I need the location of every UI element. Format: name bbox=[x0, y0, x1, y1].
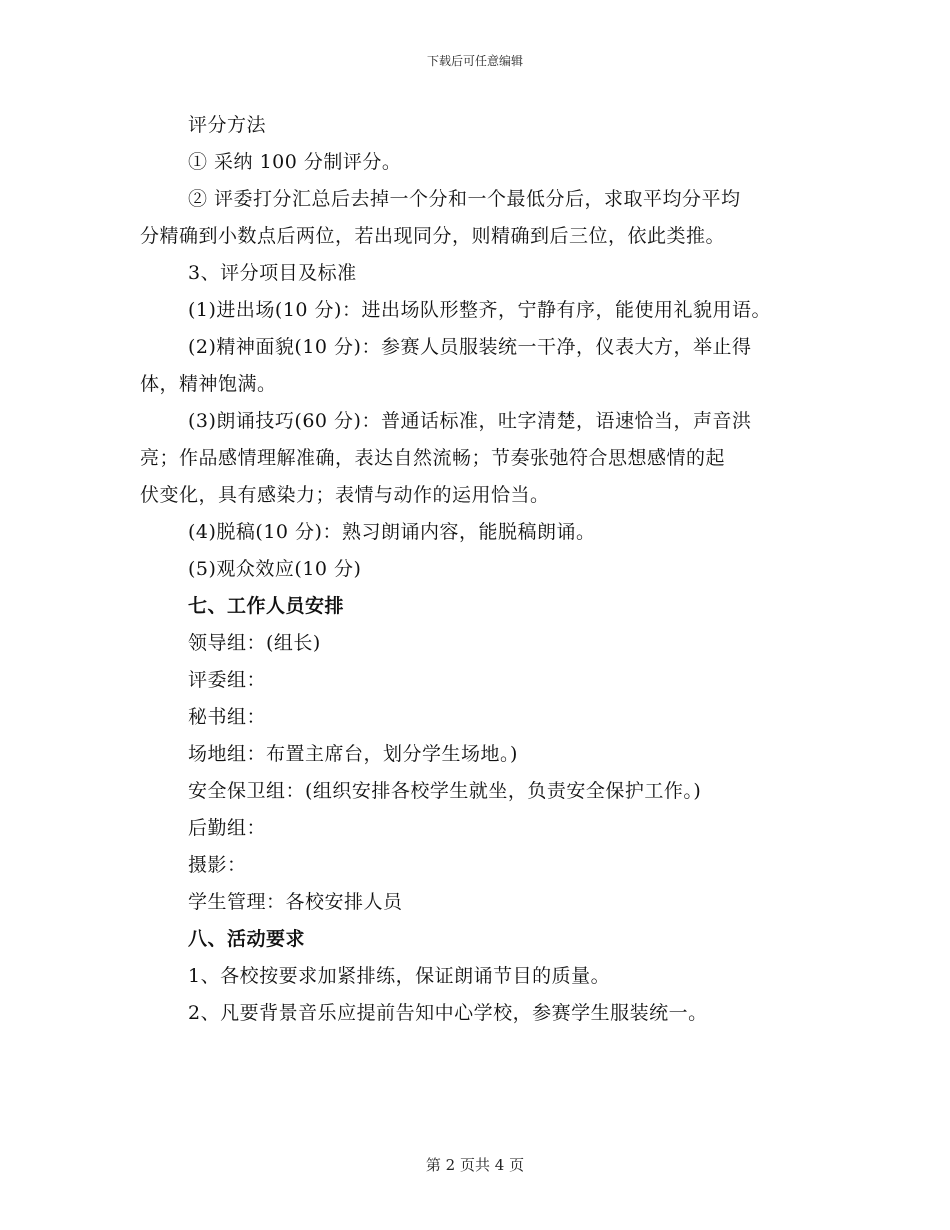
text-line: 学生管理：各校安排人员 bbox=[188, 891, 403, 913]
page-header: 下载后可任意编辑 bbox=[426, 54, 523, 68]
document-body bbox=[140, 107, 840, 1032]
page-footer: 第 2 页共 4 页 bbox=[425, 1156, 525, 1174]
text-line: 摄影： bbox=[188, 854, 247, 876]
text-line: 安全保卫组：(组织安排各校学生就坐，负责安全保护工作。) bbox=[188, 780, 702, 802]
text-line: (1)进出场(10 分)：进出场队形整齐，宁静有序，能使用礼貌用语。 bbox=[188, 299, 771, 321]
text-line: 后勤组： bbox=[188, 817, 267, 839]
text-line: 秘书组： bbox=[188, 706, 267, 728]
text-line: (4)脱稿(10 分)：熟习朗诵内容，能脱稿朗诵。 bbox=[188, 521, 596, 543]
text-line: 1、各校按要求加紧排练，保证朗诵节目的质量。 bbox=[188, 965, 611, 987]
text-line: 领导组：(组长) bbox=[188, 632, 321, 654]
text-line: ① 采纳 100 分制评分。 bbox=[188, 151, 402, 173]
text-line: ② 评委打分汇总后去掉一个分和一个最低分后，求取平均分平均 bbox=[188, 188, 741, 210]
text-line: (2)精神面貌(10 分)：参赛人员服装统一干净，仪表大方，举止得 bbox=[188, 336, 752, 358]
text-line: 2、凡要背景音乐应提前告知中心学校，参赛学生服装统一。 bbox=[188, 1002, 708, 1024]
text-line: 评委组： bbox=[188, 669, 267, 691]
text-line: 亮；作品感情理解准确，表达自然流畅；节奏张弛符合思想感情的起 bbox=[140, 447, 726, 469]
section-heading: 七、工作人员安排 bbox=[188, 595, 345, 617]
text-line: (3)朗诵技巧(60 分)：普通话标准，吐字清楚，语速恰当，声音洪 bbox=[188, 410, 752, 432]
text-line: 体，精神饱满。 bbox=[140, 373, 277, 395]
text-line: 场地组：布置主席台，划分学生场地。) bbox=[188, 743, 518, 765]
section-heading: 八、活动要求 bbox=[188, 928, 306, 950]
text-line: 评分方法 bbox=[188, 114, 267, 136]
text-line: (5)观众效应(10 分) bbox=[188, 558, 362, 580]
text-line: 3、评分项目及标准 bbox=[188, 262, 357, 284]
text-line: 分精确到小数点后两位，若出现同分，则精确到后三位，依此类推。 bbox=[140, 225, 726, 247]
text-line: 伏变化，具有感染力；表情与动作的运用恰当。 bbox=[140, 484, 550, 506]
